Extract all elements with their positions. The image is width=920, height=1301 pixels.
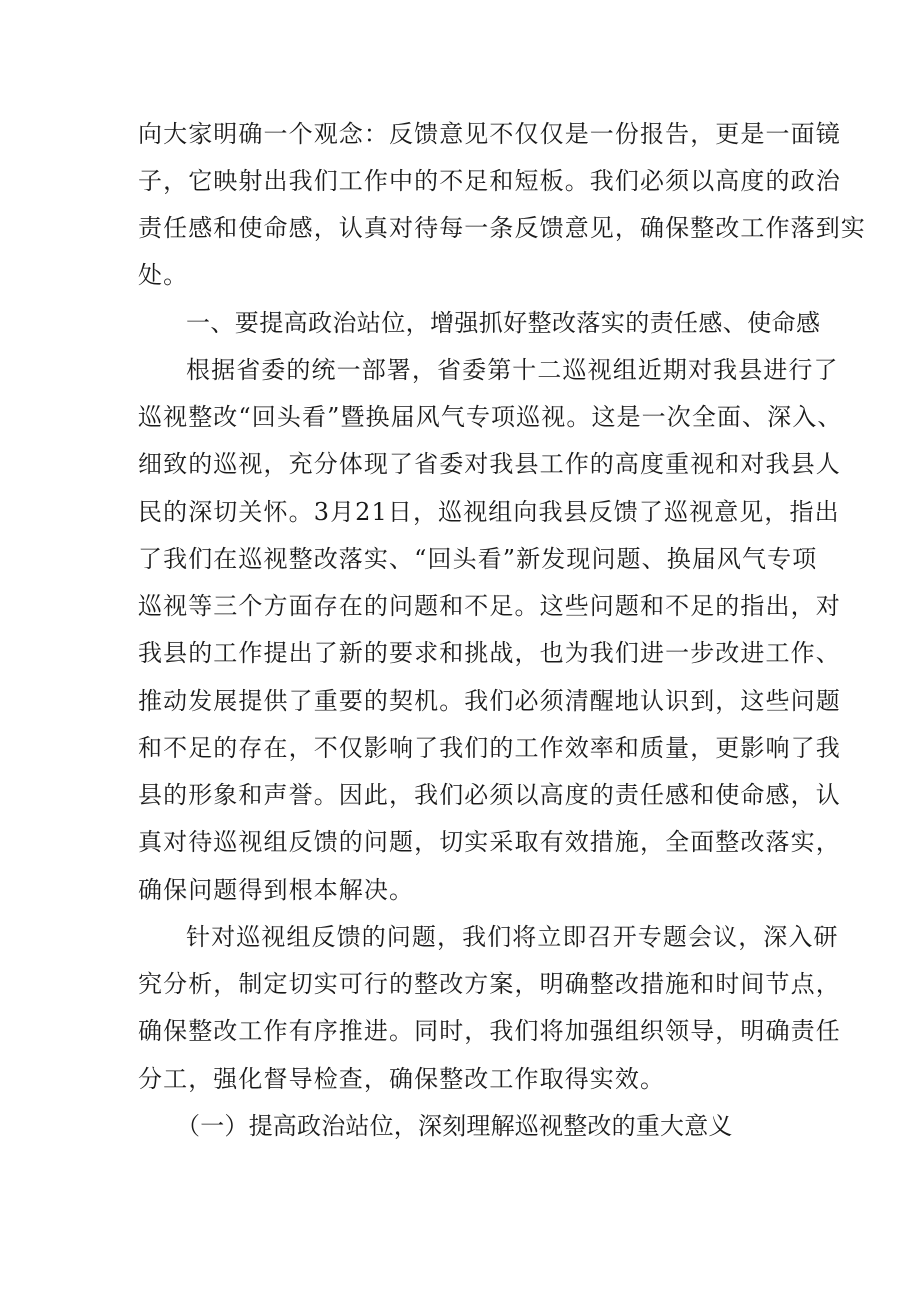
paragraph-2-line-9: 和不足的存在，不仅影响了我们的工作效率和质量，更影响了我: [138, 734, 841, 762]
paragraph-3-line-3: 确保整改工作有序推进。同时，我们将加强组织领导，明确责任: [138, 1017, 841, 1045]
paragraph-2-line-11: 真对待巡视组反馈的问题，切实采取有效措施，全面整改落实，: [138, 828, 841, 856]
paragraph-3-line-2: 究分析，制定切实可行的整改方案，明确整改措施和时间节点，: [138, 970, 841, 998]
paragraph-1-line-3: 责任感和使命感，认真对待每一条反馈意见，确保整改工作落到实: [138, 214, 866, 242]
paragraph-2-line-6: 巡视等三个方面存在的问题和不足。这些问题和不足的指出，对: [138, 592, 841, 620]
paragraph-1-line-2: 子，它映射出我们工作中的不足和短板。我们必须以高度的政治: [138, 167, 841, 195]
section-heading-1: 一、要提高政治站位，增强抓好整改落实的责任感、使命感: [186, 309, 821, 337]
paragraph-2-line-4: 民的深切关怀。3月21日，巡视组向我县反馈了巡视意见，指出: [138, 498, 840, 526]
paragraph-2-line-7: 我县的工作提出了新的要求和挑战，也为我们进一步改进工作、: [138, 639, 841, 667]
paragraph-3-line-4: 分工，强化督导检查，确保整改工作取得实效。: [138, 1065, 666, 1093]
paragraph-2-line-8: 推动发展提供了重要的契机。我们必须清醒地认识到，这些问题: [138, 687, 841, 715]
paragraph-2-line-3: 细致的巡视，充分体现了省委对我县工作的高度重视和对我县人: [138, 450, 841, 478]
paragraph-1-line-1: 向大家明确一个观念：反馈意见不仅仅是一份报告，更是一面镜: [138, 120, 841, 148]
paragraph-2-line-5: 了我们在巡视整改落实、“回头看”新发现问题、换届风气专项: [138, 545, 818, 573]
paragraph-1-line-4: 处。: [138, 261, 189, 289]
subsection-heading-1: （一）提高政治站位，深刻理解巡视整改的重大意义: [176, 1112, 733, 1140]
paragraph-2-line-1: 根据省委的统一部署，省委第十二巡视组近期对我县进行了: [186, 356, 839, 384]
paragraph-2-line-10: 县的形象和声誉。因此，我们必须以高度的责任感和使命感，认: [138, 781, 841, 809]
paragraph-2-line-2: 巡视整改“回头看”暨换届风气专项巡视。这是一次全面、深入、: [138, 403, 843, 431]
paragraph-2-line-12: 确保问题得到根本解决。: [138, 876, 415, 904]
paragraph-3-line-1: 针对巡视组反馈的问题，我们将立即召开专题会议，深入研: [186, 923, 839, 951]
